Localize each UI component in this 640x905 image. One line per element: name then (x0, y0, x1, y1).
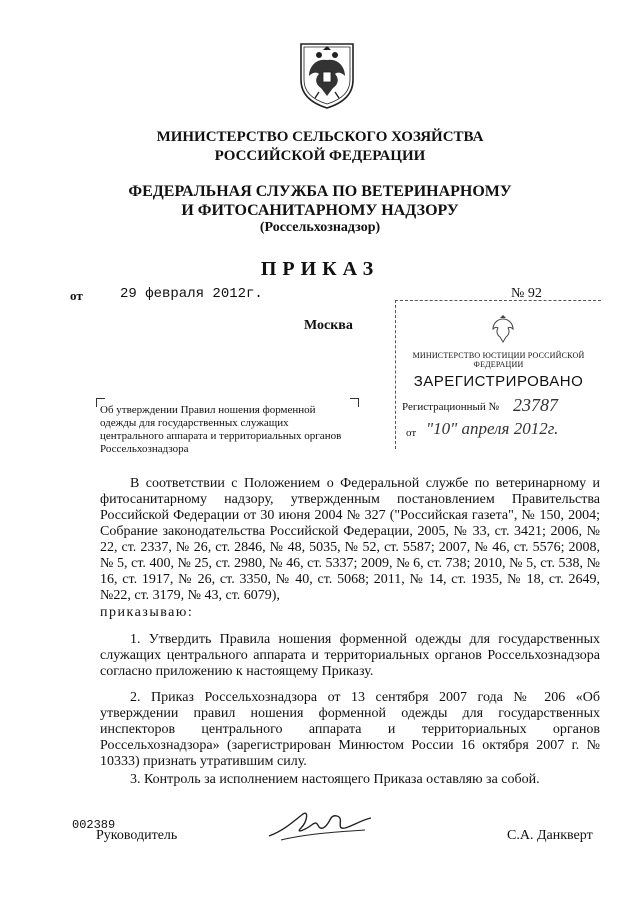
service-abbreviation: (Россельхознадзор) (259, 220, 381, 235)
decree-word: приказываю: (100, 605, 194, 620)
document-code: 002389 (72, 818, 116, 832)
coat-of-arms-icon (295, 36, 359, 110)
document-type: ПРИКАЗ (260, 258, 380, 280)
handwritten-signature-icon (265, 800, 375, 848)
signatory-name: С.А. Данкверт (507, 828, 593, 843)
signatory-title: Руководитель (96, 828, 178, 843)
stamp-emblem-icon (489, 315, 517, 345)
order-city: Москва (304, 318, 353, 333)
order-item-1: 1. Утвердить Правила ношения форменной одежды для государственных служащих центрального аппарата и территориальных органов Россельхознадзора согласно приложению к настоящему Приказу. (100, 632, 600, 679)
order-subject: Об утверждении Правил ношения форменной одежды для государственных служащих центрального аппарата и территориальных органов Россельхознадзора (100, 404, 342, 455)
order-date: 29 февраля 2012г. (120, 286, 263, 302)
order-number: № 92 (511, 286, 542, 301)
order-item-2: 2. Приказ Россельхознадзора от 13 сентября 2007 года № 206 «Об утверждении правил ношения форменной одежды для государственных инспекторов центрального аппарата и территориальных органов Россельхознадзора» (зарегистрирован Минюстом России 16 октября 2007 г. № 10333) признать утратившим силу. (100, 690, 600, 769)
service-heading (0, 182, 640, 220)
stamp-status: ЗАРЕГИСТРИРОВАНО (413, 373, 584, 390)
date-prefix: от (70, 288, 83, 303)
stamp-regno-label: Регистрационный № (402, 401, 500, 413)
ministry-line-2: РОССИЙСКОЙ ФЕДЕРАЦИИ (214, 148, 426, 164)
registration-stamp (395, 300, 601, 449)
stamp-ministry: МИНИСТЕРСТВО ЮСТИЦИИ РОССИЙСКОЙ ФЕДЕРАЦИИ (412, 351, 585, 369)
order-item-3: 3. Контроль за исполнением настоящего Приказа оставляю за собой. (130, 772, 540, 787)
preamble-paragraph: В соответствии с Положением о Федеральной службе по ветеринарному и фитосанитарному надзору, утвержденным постановлением Правительства Российской Федерации от 30 июня 2004 № 327 ("Российская газета", № 150, 2004; Собрание законодательства Российской Федерации, 2005, № 33, ст. 3421; 2006, № 22, ст. 2337, № 26, ст. 2846, № 48, 5035, № 52, ст. 5587; 2007, № 46, ст. 5576; 2008, № 5, ст. 400, № 25, ст. 2980, № 46, ст. 5337; 2009, № 6, ст. 738; 2010, № 5, ст. 538, № 16, ст. 1917, № 26, ст. 3350, № 40, ст. 5068; 2011, № 14, ст. 1935, № 18, ст. 2649, №22, ст. 3179, № 43, ст. 6079), (100, 476, 600, 603)
service-line-2: И ФИТОСАНИТАРНОМУ НАДЗОРУ (181, 202, 459, 219)
stamp-date-label: от (406, 427, 417, 439)
stamp-regno: 23787 (513, 395, 558, 415)
stamp-date: "10" апреля 2012г. (426, 419, 559, 438)
ministry-line-1: МИНИСТЕРСТВО СЕЛЬСКОГО ХОЗЯЙСТВА (156, 129, 484, 145)
ministry-heading (0, 128, 640, 166)
service-line-1: ФЕДЕРАЛЬНАЯ СЛУЖБА ПО ВЕТЕРИНАРНОМУ (128, 183, 512, 200)
